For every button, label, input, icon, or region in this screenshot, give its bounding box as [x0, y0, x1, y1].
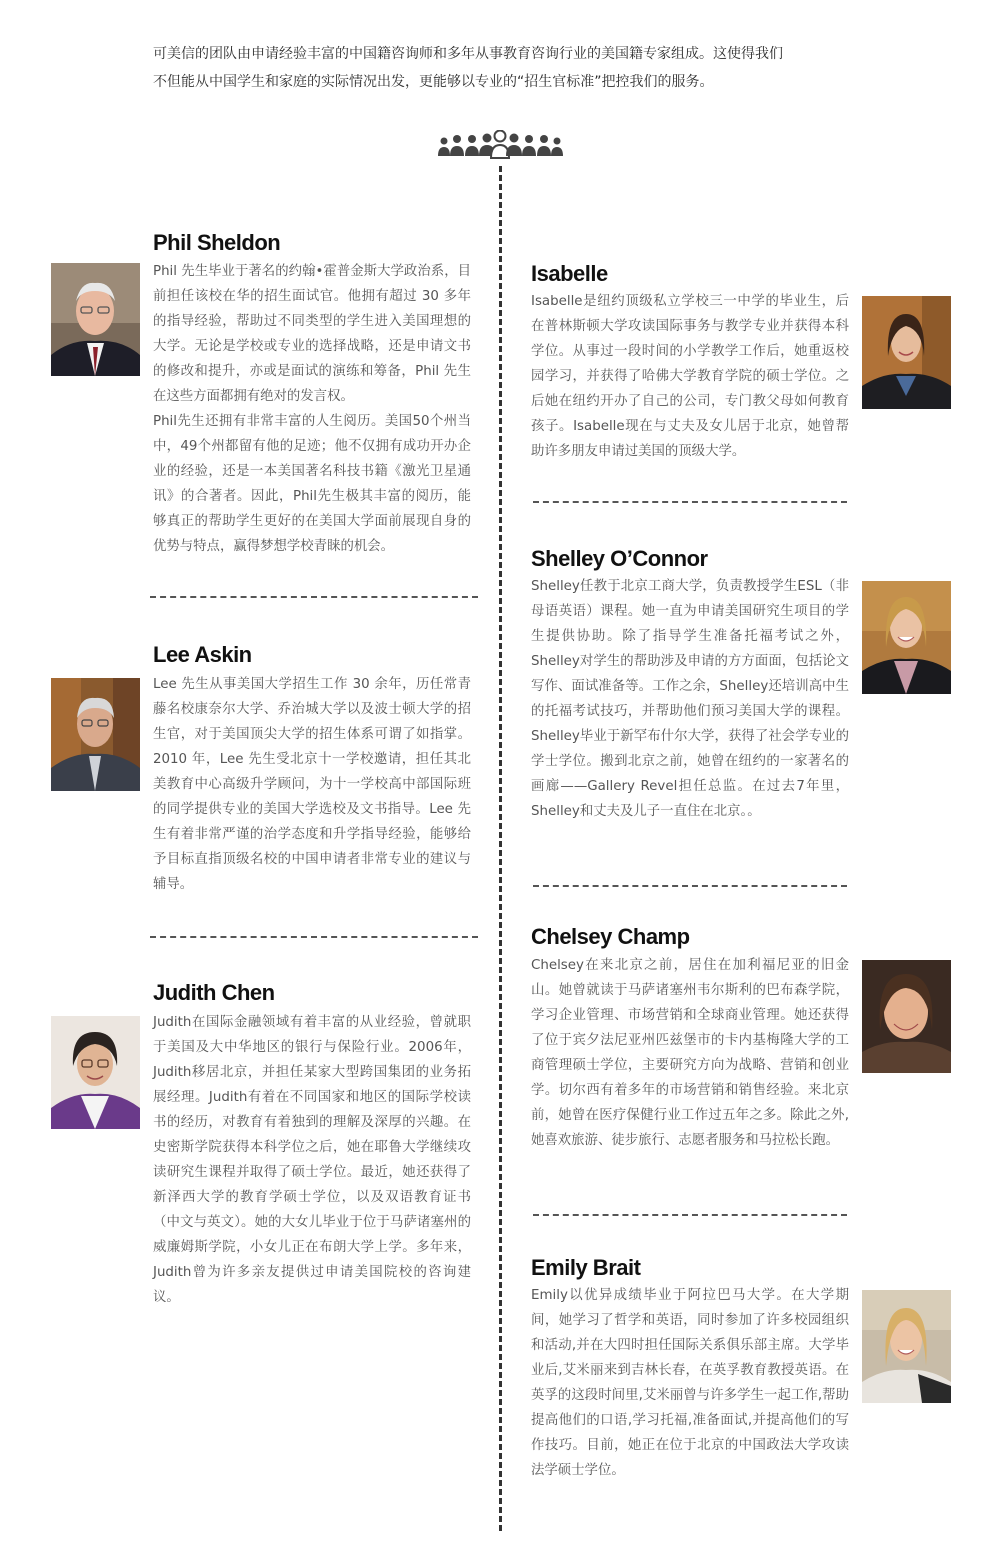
portrait-photo — [862, 296, 951, 409]
intro-line-1: 可美信的团队由申请经验丰富的中国籍咨询师和多年从事教育咨询行业的美国籍专家组成。这使得我们 — [153, 46, 783, 62]
profile-bio — [531, 574, 849, 824]
bio-paragraph: Lee 先生从事美国大学招生工作 30 余年，历任常青藤名校康奈尔大学、乔治城大学以及波士顿大学的招生官，对于美国顶尖大学的招生体系可谓了如指掌。2010 年，Lee 先生受北京十一学校邀请，担任其北美教育中心高级升学顾问，为十一学校高中部国际班的同学提供专业的美国大学选校及文书指导。Lee 先生有着非常严谨的治学态度和升学指导经验，能够给予目标直指顶级名校的中国申请者非常专业的建议与辅导。 — [153, 677, 471, 892]
bio-paragraph: Chelsey在来北京之前，居住在加利福尼亚的旧金山。她曾就读于马萨诸塞州韦尔斯利的巴布森学院，学习企业管理、市场营销和全球商业管理。她还获得了位于宾夕法尼亚州匹兹堡市的卡内基梅隆大学的工商管理硕士学位，主要研究方向为战略、营销和创业学。切尔西有着多年的市场营销和销售经验。来北京前，她曾在医疗保健行业工作过五年之多。除此之外,她喜欢旅游、徒步旅行、志愿者服务和马拉松长跑。 — [531, 958, 849, 1148]
profile-name: Shelley O’Connor — [531, 546, 708, 571]
section-divider — [533, 501, 847, 503]
portrait-photo — [51, 678, 140, 791]
profile-name: Emily Brait — [531, 1255, 641, 1280]
bio-paragraph: Shelley任教于北京工商大学，负责教授学生ESL（非母语英语）课程。她一直为申请美国研究生项目的学生提供协助。除了指导学生准备托福考试之外，Shelley对学生的帮助涉及申请的方方面面，包括论文写作、面试准备等。工作之余，Shelley还培训高中生的托福考试技巧，并帮助他们预习美国大学的课程。Shelley毕业于新罕布什尔大学，获得了社会学专业的学士学位。搬到北京之前，她曾在纽约的一家著名的画廊——Gallery Revel担任总监。在过去7年里，Shelley和丈夫及儿子一直住在北京。。 — [531, 579, 849, 819]
portrait-photo — [862, 1290, 951, 1403]
profile-bio — [531, 1283, 849, 1483]
profile-name: Judith Chen — [153, 980, 275, 1005]
bio-paragraph: Emily以优异成绩毕业于阿拉巴马大学。在大学期间，她学习了哲学和英语，同时参加了许多校园组织和活动,并在大四时担任国际关系俱乐部主席。大学毕业后,艾米丽来到吉林长春，在英孚教育教授英语。在英孚的这段时间里,艾米丽曾与许多学生一起工作,帮助提高他们的口语,学习托福,准备面试,并提高他们的写作技巧。目前，她正在位于北京的中国政法大学攻读法学硕士学位。 — [531, 1288, 849, 1478]
profile-bio — [153, 259, 471, 559]
center-dashed-divider — [499, 166, 502, 1531]
profile-name: Chelsey Champ — [531, 924, 690, 949]
intro-line-2: 不但能从中国学生和家庭的实际情况出发，更能够以专业的“招生官标准”把控我们的服务。 — [153, 74, 714, 90]
profile-name: Isabelle — [531, 261, 608, 286]
section-divider — [150, 596, 478, 598]
profile-name: Lee Askin — [153, 642, 252, 667]
bio-paragraph: Judith在国际金融领域有着丰富的从业经验，曾就职于美国及大中华地区的银行与保险行业。2006年，Judith移居北京，并担任某家大型跨国集团的业务拓展经理。Judith有着在不同国家和地区的国际学校读书的经历，对教育有着独到的理解及深厚的兴趣。在史密斯学院获得本科学位之后，她在耶鲁大学继续攻读研究生课程并取得了硕士学位。最近，她还获得了新泽西大学的教育学硕士学位，以及双语教育证书（中文与英文）。她的大女儿毕业于位于马萨诸塞州的威廉姆斯学院，小女儿正在布朗大学上学。多年来，Judith曾为许多亲友提供过申请美国院校的咨询建议。 — [153, 1015, 471, 1305]
portrait-photo — [51, 1016, 140, 1129]
bio-paragraph: Phil先生还拥有非常丰富的人生阅历。美国50个州当中，49个州都留有他的足迹；他不仅拥有成功开办企业的经验，还是一本美国著名科技书籍《激光卫星通讯》的合著者。因此，Phil先生极其丰富的阅历，能够真正的帮助学生更好的在美国大学面前展现自身的优势与特点，赢得梦想学校青睐的机会。 — [153, 414, 471, 554]
section-divider — [150, 936, 478, 938]
profile-bio — [153, 672, 471, 897]
intro-text — [153, 40, 873, 96]
profile-name: Phil Sheldon — [153, 230, 281, 255]
bio-paragraph: Phil 先生毕业于著名的约翰•霍普金斯大学政治系，目前担任该校在华的招生面试官。他拥有超过 30 多年的指导经验，帮助过不同类型的学生进入美国理想的大学。无论是学校或专业的选择战略，还是申请文书的修改和提升，亦或是面试的演练和筹备，Phil 先生在这些方面都拥有绝对的发言权。 — [153, 264, 471, 404]
section-divider — [533, 1214, 847, 1216]
portrait-photo — [862, 581, 951, 694]
section-divider — [533, 885, 847, 887]
team-people-icon — [435, 130, 565, 162]
profile-bio — [531, 289, 849, 464]
bio-paragraph: Isabelle是纽约顶级私立学校三一中学的毕业生，后在普林斯顿大学攻读国际事务与教学专业并获得本科学位。从事过一段时间的小学教学工作后，她重返校园学习，并获得了哈佛大学教育学院的硕士学位。之后她在纽约开办了自己的公司，专门教父母如何教育孩子。Isabelle现在与丈夫及女儿居于北京，她曾帮助许多朋友申请过美国的顶级大学。 — [531, 294, 849, 459]
profile-bio — [531, 953, 849, 1153]
portrait-photo — [862, 960, 951, 1073]
profile-bio — [153, 1010, 471, 1310]
portrait-photo — [51, 263, 140, 376]
